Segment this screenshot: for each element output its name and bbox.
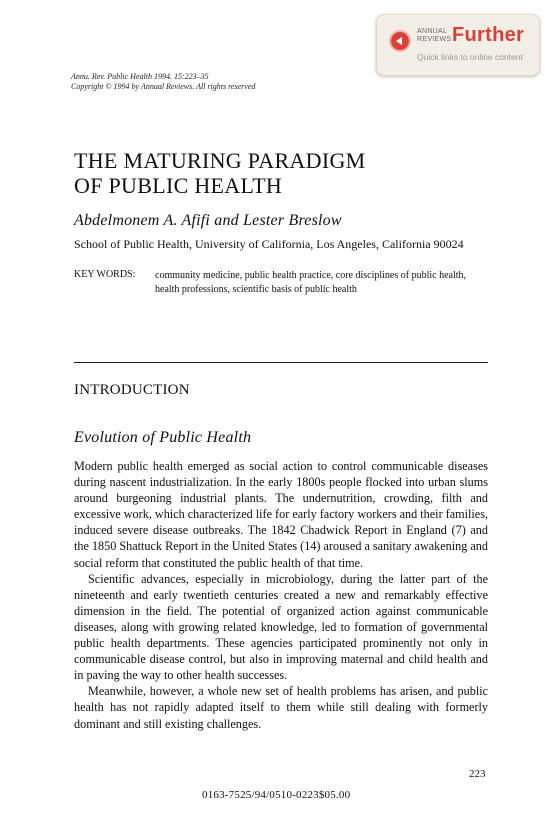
badge-tagline: Quick links to online content <box>417 52 523 62</box>
keywords-label: KEY WORDS: <box>74 269 136 280</box>
subsection-heading: Evolution of Public Health <box>74 429 252 446</box>
copyright-line: Copyright © 1994 by Annual Reviews. All rights reserved <box>71 82 256 91</box>
citation-line: Annu. Rev. Public Health 1994. 15:223–35 <box>71 72 209 81</box>
article-title: THE MATURING PARADIGM OF PUBLIC HEALTH <box>74 148 366 198</box>
paragraph: Meanwhile, however, a whole new set of health problems has arisen, and public health has not rapidly adapted itself to them while still dealing with formerly dominant and still existing challenges. <box>74 684 488 731</box>
article-authors: Abdelmonem A. Afifi and Lester Breslow <box>74 212 342 229</box>
play-arrow-icon <box>389 30 411 52</box>
annual-reviews-further-badge[interactable] <box>376 14 540 76</box>
journal-citation <box>71 72 255 92</box>
section-heading: INTRODUCTION <box>74 382 190 398</box>
page-number: 223 <box>469 768 486 780</box>
keywords-list: community medicine, public health practice, core disciplines of public health, health professions, scientific basis of public health <box>155 270 467 295</box>
footer-code: 0163-7525/94/0510-0223$05.00 <box>202 789 351 801</box>
paragraph: Scientific advances, especially in microbiology, during the latter part of the nineteenth and early twentieth centuries created a new and remarkably effective dimension in the field. The potential of organized action against communicable diseases, along with growing related knowledge, led to formation of governmental public health departments. These agencies participated prominently not only in communicable disease control, but also in improving maternal and child health and in paving the way to other health successes. <box>74 571 488 683</box>
paragraph: Modern public health emerged as social action to control communicable diseases during nascent industrialization. In the early 1800s people flocked into urban slums around burgeoning industrial plants. The undernutrition, crowding, filth and excessive work, which characterized life for early factory workers and their families, induced severe disease outbreaks. The 1842 Chadwick Report in England (7) and the 1850 Shattuck Report in the United States (14) aroused a sanitary awakening and social reform that constituted the public health of that time. <box>74 459 488 570</box>
author-affiliation: School of Public Health, University of California, Los Angeles, California 90024 <box>74 237 464 251</box>
section-divider <box>74 362 488 363</box>
annual-reviews-logo-text: ANNUAL REVIEWS <box>417 28 452 43</box>
further-label: Further <box>452 24 525 46</box>
body-text <box>74 458 488 732</box>
